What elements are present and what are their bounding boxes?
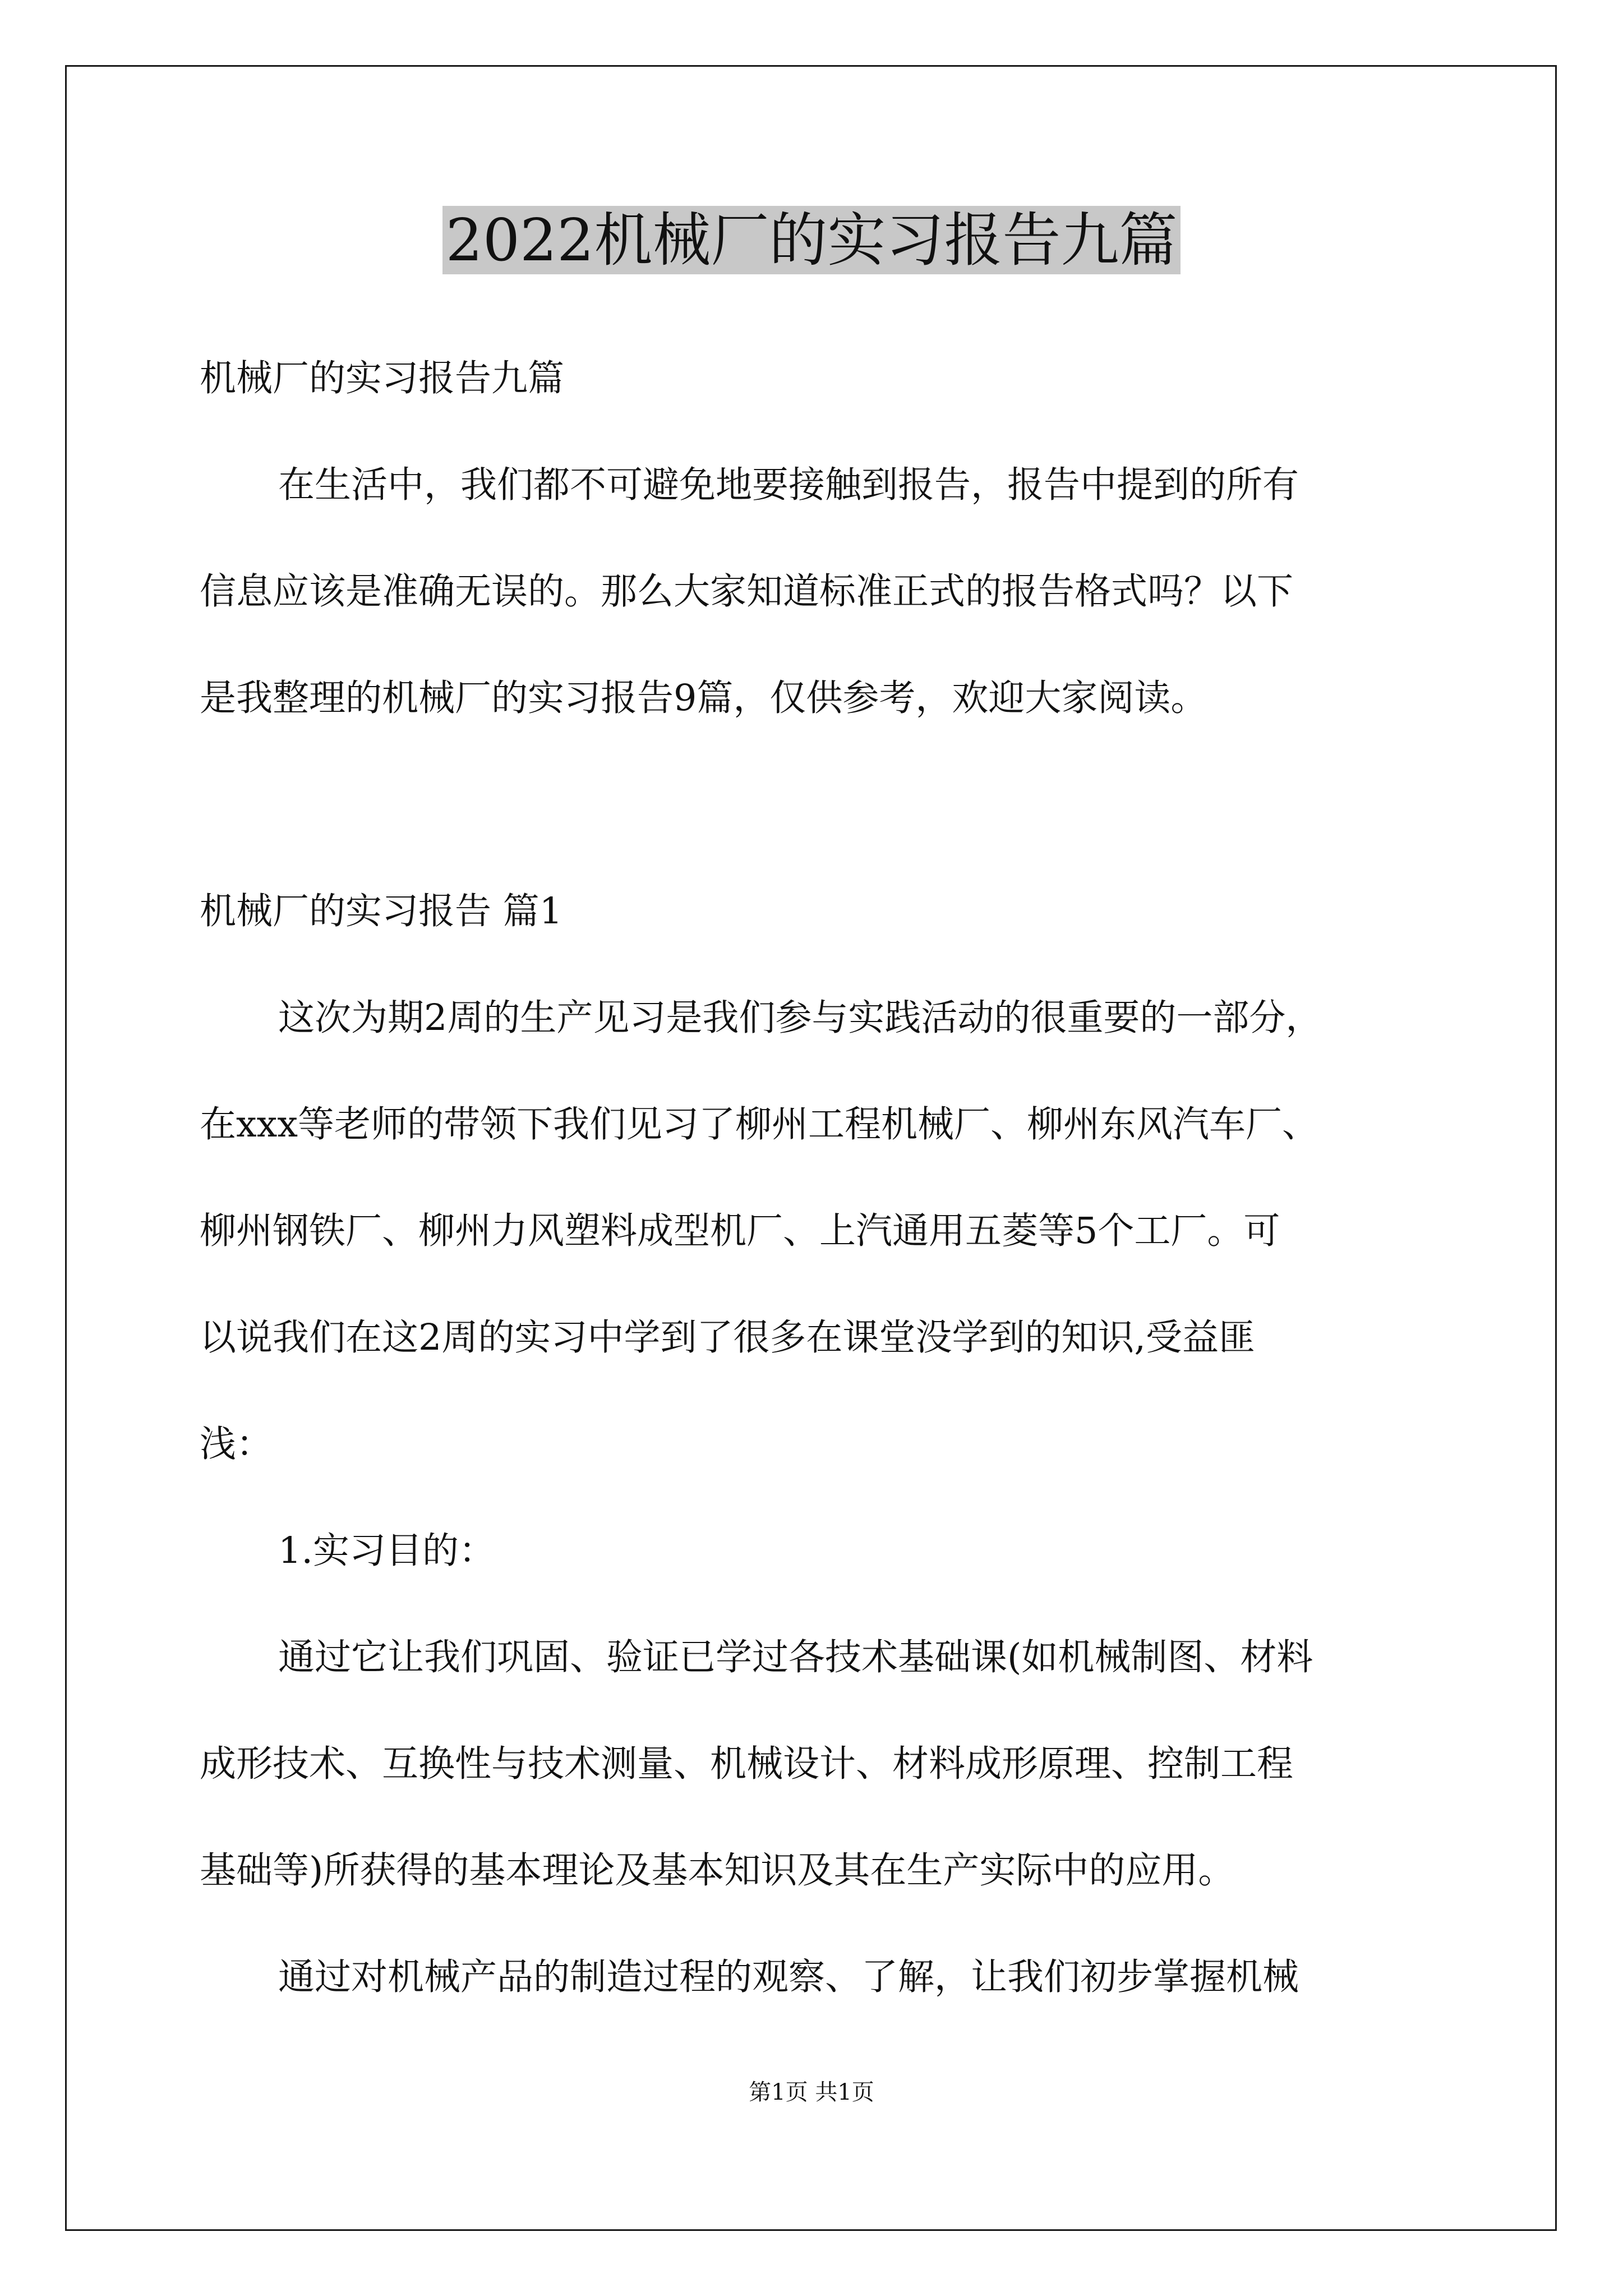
subtitle-line: 机械厂的实习报告九篇 xyxy=(200,357,565,399)
page-footer: 第1页 共1页 xyxy=(749,2079,874,2105)
paragraph-line: 在xxx等老师的带领下我们见习了柳州工程机械厂、柳州东风汽车厂、 xyxy=(200,1103,1318,1145)
paragraph-line: 以说我们在这2周的实习中学到了很多在课堂没学到的知识,受益匪 xyxy=(200,1317,1256,1359)
paragraph-line: 基础等)所获得的基本理论及基本知识及其在生产实际中的应用。 xyxy=(200,1849,1235,1892)
paragraph-line: 通过它让我们巩固、验证已学过各技术基础课(如机械制图、材料 xyxy=(278,1636,1313,1678)
paragraph-line: 浅： xyxy=(200,1423,273,1465)
paragraph-line: 在生活中，我们都不可避免地要接触到报告，报告中提到的所有 xyxy=(278,464,1299,506)
paragraph-line: 信息应该是准确无误的。那么大家知道标准正式的报告格式吗？以下 xyxy=(200,570,1294,613)
section-heading: 机械厂的实习报告 篇1 xyxy=(200,890,563,932)
paragraph-line: 成形技术、互换性与技术测量、机械设计、材料成形原理、控制工程 xyxy=(200,1743,1294,1785)
subsection-heading: 1.实习目的： xyxy=(278,1530,496,1572)
document-title xyxy=(0,201,1623,279)
paragraph-line: 通过对机械产品的制造过程的观察、了解，让我们初步掌握机械 xyxy=(278,1956,1299,1998)
paragraph-line: 是我整理的机械厂的实习报告9篇，仅供参考，欢迎大家阅读。 xyxy=(200,677,1207,719)
paragraph-line: 这次为期2周的生产见习是我们参与实践活动的很重要的一部分， xyxy=(278,997,1322,1039)
document-title-text: 2022机械厂的实习报告九篇 xyxy=(442,206,1181,274)
paragraph-line: 柳州钢铁厂、柳州力风塑料成型机厂、上汽通用五菱等5个工厂。可 xyxy=(200,1210,1280,1252)
